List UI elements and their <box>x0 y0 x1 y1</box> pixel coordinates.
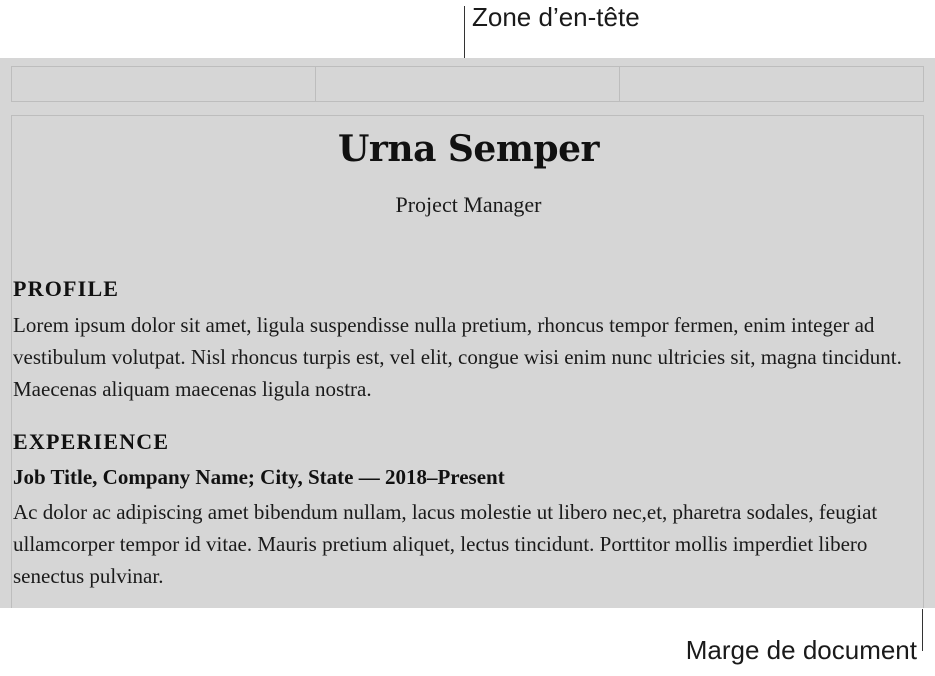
header-cell-center[interactable] <box>316 67 620 101</box>
experience-paragraph[interactable]: Ac dolor ac adipiscing amet bibendum nullam, lacus molestie ut libero nec,et, pharetra sodales, feugiat ullamcorper tempor id vitae. Mauris pretium aliquet, lectus tincidunt. Porttitor mollis imperdiet libero senectus pulvinar. <box>13 500 878 588</box>
document-page[interactable] <box>0 58 935 608</box>
profile-paragraph[interactable]: Lorem ipsum dolor sit amet, ligula suspendisse nulla pretium, rhoncus tempor fermen, enim integer ad vestibulum volutpat. Nisl rhoncus turpis est, vel elit, congue wisi enim nunc ultricies sit, magna tincidunt. Maecenas aliquam maecenas ligula nostra. <box>13 313 902 401</box>
header-zone-callout-label: Zone d’en-tête <box>472 2 640 32</box>
document-margin-callout-label: Marge de document <box>685 635 917 665</box>
resume-role[interactable]: Project Manager <box>395 192 542 217</box>
header-cell-right[interactable] <box>620 67 923 101</box>
experience-heading[interactable]: EXPERIENCE <box>13 429 170 454</box>
job-title-line[interactable]: Job Title, Company Name; City, State — 2018–Present <box>13 465 505 489</box>
header-zone[interactable] <box>11 66 924 102</box>
document-body[interactable] <box>11 115 924 608</box>
profile-heading[interactable]: PROFILE <box>13 276 120 301</box>
resume-name[interactable]: Urna Semper <box>338 128 599 170</box>
document-margin-callout-line <box>922 609 923 651</box>
header-cell-left[interactable] <box>12 67 316 101</box>
